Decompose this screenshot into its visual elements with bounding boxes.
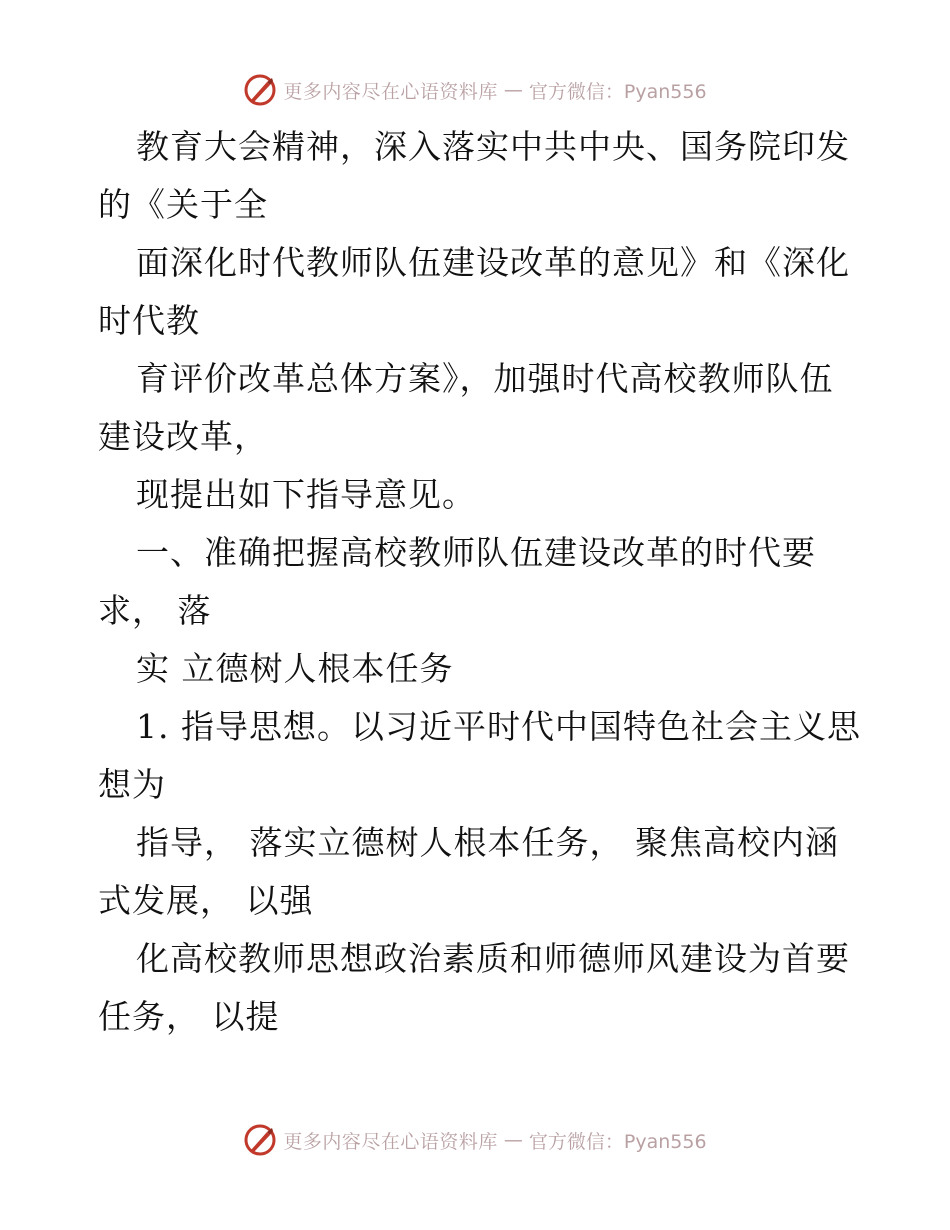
text-line: 一、准确把握高校教师队伍建设改革的时代要 <box>136 533 816 572</box>
text-line: 建设改革， <box>98 417 268 456</box>
text-line: 任务， 以提 <box>98 997 280 1036</box>
text-line: 现提出如下指导意见。 <box>136 475 476 514</box>
text-line: 式发展， 以强 <box>98 881 314 920</box>
text-line: 求， 落 <box>98 591 212 630</box>
text-line: 1. 指导思想。以习近平时代中国特色社会主义思 <box>136 707 861 746</box>
watermark-site-text: 更多内容尽在心语资料库 <box>283 80 498 103</box>
watermark-site-text: 更多内容尽在心语资料库 <box>283 1130 498 1153</box>
quill-pen-icon <box>243 1123 277 1157</box>
watermark-separator: — <box>503 1129 523 1151</box>
text-line: 时代教 <box>98 301 200 340</box>
footer-watermark <box>0 1122 950 1158</box>
text-line: 实 立德树人根本任务 <box>136 649 454 688</box>
document-body <box>98 118 861 1046</box>
text-line: 化高校教师思想政治素质和师德师风建设为首要 <box>136 939 850 978</box>
text-line: 的《关于全 <box>98 185 268 224</box>
header-watermark <box>0 72 950 108</box>
quill-pen-icon <box>243 73 277 107</box>
text-line: 想为 <box>98 765 166 804</box>
text-line: 育评价改革总体方案》，加强时代高校教师队伍 <box>136 359 834 398</box>
text-line: 面深化时代教师队伍建设改革的意见》和《深化 <box>136 243 850 282</box>
watermark-separator: — <box>503 79 523 101</box>
text-line: 教育大会精神，深入落实中共中央、国务院印发 <box>136 127 850 166</box>
watermark-contact-text: 官方微信：Pyan556 <box>528 1130 707 1153</box>
text-line: 指导， 落实立德树人根本任务， 聚焦高校内涵 <box>136 823 839 862</box>
watermark-contact-text: 官方微信：Pyan556 <box>528 80 707 103</box>
